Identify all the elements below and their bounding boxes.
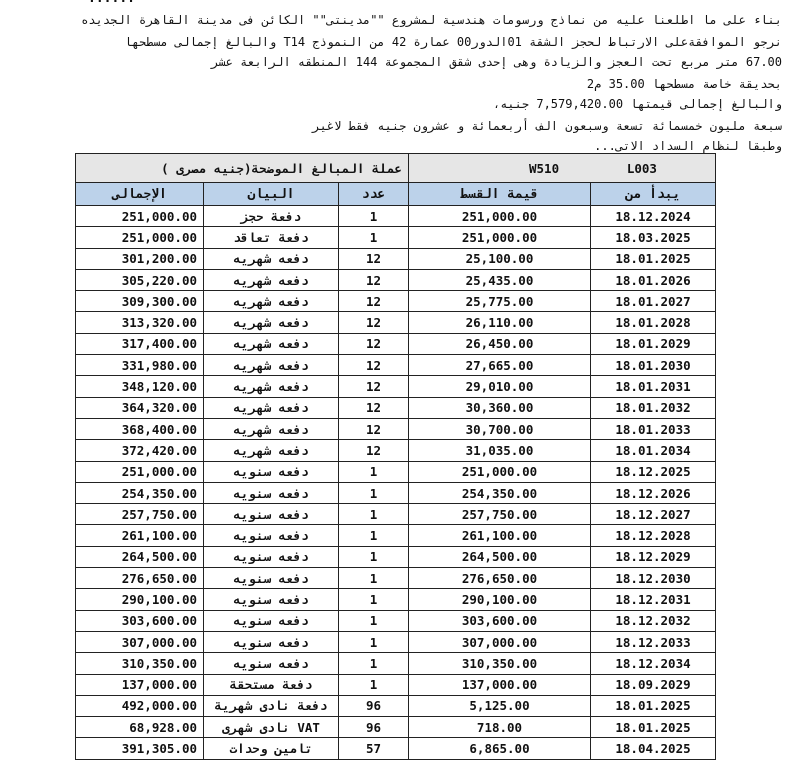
- cell-start-date: 18.03.2025: [591, 227, 716, 248]
- cell-count: 12: [339, 248, 409, 269]
- cell-count: 96: [339, 695, 409, 716]
- header-description: البيان: [204, 183, 339, 206]
- cell-total: 364,320.00: [76, 397, 204, 418]
- table-row: [76, 568, 716, 589]
- table-row: [76, 440, 716, 461]
- table-row: [76, 695, 716, 716]
- cell-total: 331,980.00: [76, 355, 204, 376]
- cell-total: 368,400.00: [76, 418, 204, 439]
- cell-description: دفعه سنويه: [204, 653, 339, 674]
- table-body: [76, 206, 716, 760]
- cell-total: 276,650.00: [76, 568, 204, 589]
- table-row: [76, 717, 716, 738]
- cell-description: دفعه سنويه: [204, 589, 339, 610]
- cell-installment: 25,435.00: [409, 269, 591, 290]
- cell-description: دفعه شهريه: [204, 291, 339, 312]
- cell-total: 372,420.00: [76, 440, 204, 461]
- cell-start-date: 18.01.2034: [591, 440, 716, 461]
- cell-installment: 251,000.00: [409, 206, 591, 227]
- cell-start-date: 18.12.2032: [591, 610, 716, 631]
- cell-installment: 261,100.00: [409, 525, 591, 546]
- paragraph-line-4: بحديقة خاصة مسطحها 35.00 م2: [586, 77, 782, 91]
- cell-count: 12: [339, 312, 409, 333]
- cell-start-date: 18.12.2033: [591, 631, 716, 652]
- cell-total: 68,928.00: [76, 717, 204, 738]
- cell-start-date: 18.12.2030: [591, 568, 716, 589]
- cell-installment: 303,600.00: [409, 610, 591, 631]
- cell-description: دفعة مستحقة: [204, 674, 339, 695]
- table-row: [76, 376, 716, 397]
- payment-schedule-table: [75, 153, 716, 760]
- cell-installment: 718.00: [409, 717, 591, 738]
- cell-count: 12: [339, 418, 409, 439]
- cell-count: 57: [339, 738, 409, 759]
- paragraph-line-5: والبالغ إجمالى قيمتها 7,579,420.00 جنيه،: [492, 97, 782, 111]
- cell-installment: 30,360.00: [409, 397, 591, 418]
- cell-description: دفعه شهريه: [204, 248, 339, 269]
- cell-installment: 251,000.00: [409, 227, 591, 248]
- cell-total: 391,305.00: [76, 738, 204, 759]
- table-row: [76, 461, 716, 482]
- column-header-row: [76, 183, 716, 206]
- cell-start-date: 18.01.2027: [591, 291, 716, 312]
- header-count: عدد: [339, 183, 409, 206]
- cell-total: 264,500.00: [76, 546, 204, 567]
- cell-description: دفعة تعاقد: [204, 227, 339, 248]
- cell-count: 12: [339, 269, 409, 290]
- table-row: [76, 227, 716, 248]
- cell-description: دفعه شهريه: [204, 376, 339, 397]
- cell-start-date: 18.12.2026: [591, 482, 716, 503]
- cell-start-date: 18.01.2032: [591, 397, 716, 418]
- cell-installment: 26,450.00: [409, 333, 591, 354]
- cell-start-date: 18.12.2028: [591, 525, 716, 546]
- table-row: [76, 631, 716, 652]
- cell-start-date: 18.12.2025: [591, 461, 716, 482]
- cell-count: 1: [339, 546, 409, 567]
- cell-count: 1: [339, 610, 409, 631]
- cell-total: 251,000.00: [76, 461, 204, 482]
- header-total: الإجمالى: [76, 183, 204, 206]
- table-row: [76, 546, 716, 567]
- paragraph-line-2: نرجو الموافقةعلى الارتباط لحجز الشقة 01الدور00 عمارة 42 من النموذج T14 والبالغ إجمالى مسطحها: [124, 35, 782, 49]
- cell-installment: 31,035.00: [409, 440, 591, 461]
- cell-count: 1: [339, 674, 409, 695]
- cell-start-date: 18.12.2024: [591, 206, 716, 227]
- cell-start-date: 18.01.2031: [591, 376, 716, 397]
- cell-total: 290,100.00: [76, 589, 204, 610]
- table-row: [76, 269, 716, 290]
- cell-description: دفعة حجز: [204, 206, 339, 227]
- table-title-row: [76, 154, 716, 183]
- cell-total: 303,600.00: [76, 610, 204, 631]
- cell-description: دفعه شهريه: [204, 333, 339, 354]
- cell-count: 1: [339, 227, 409, 248]
- cell-count: 1: [339, 461, 409, 482]
- cell-installment: 310,350.00: [409, 653, 591, 674]
- table-row: [76, 355, 716, 376]
- cell-installment: 30,700.00: [409, 418, 591, 439]
- cell-count: 1: [339, 589, 409, 610]
- cell-installment: 251,000.00: [409, 461, 591, 482]
- currency-note: عملة المبالغ الموضحة(جنيه مصرى ): [76, 154, 409, 183]
- cell-total: 307,000.00: [76, 631, 204, 652]
- table-row: [76, 525, 716, 546]
- cell-installment: 290,100.00: [409, 589, 591, 610]
- cell-count: 96: [339, 717, 409, 738]
- cell-count: 12: [339, 440, 409, 461]
- cell-count: 1: [339, 206, 409, 227]
- table-row: [76, 482, 716, 503]
- table-row: [76, 206, 716, 227]
- cell-count: 12: [339, 397, 409, 418]
- cell-description: دفعه شهريه: [204, 440, 339, 461]
- table-row: [76, 674, 716, 695]
- cell-installment: 25,775.00: [409, 291, 591, 312]
- table-row: [76, 653, 716, 674]
- table-row: [76, 397, 716, 418]
- table-row: [76, 589, 716, 610]
- cell-total: 317,400.00: [76, 333, 204, 354]
- cell-start-date: 18.12.2027: [591, 504, 716, 525]
- cell-total: 492,000.00: [76, 695, 204, 716]
- cell-count: 12: [339, 376, 409, 397]
- table-row: [76, 738, 716, 759]
- cell-description: دفعه شهريه: [204, 312, 339, 333]
- cell-start-date: 18.01.2026: [591, 269, 716, 290]
- cell-description: دفعه سنويه: [204, 504, 339, 525]
- cell-count: 1: [339, 482, 409, 503]
- cell-description: دفعه سنويه: [204, 631, 339, 652]
- cell-installment: 6,865.00: [409, 738, 591, 759]
- cell-description: دفعه سنويه: [204, 461, 339, 482]
- cell-total: 309,300.00: [76, 291, 204, 312]
- cell-description: تامين وحدات: [204, 738, 339, 759]
- cell-total: 137,000.00: [76, 674, 204, 695]
- table-row: [76, 333, 716, 354]
- cell-count: 1: [339, 568, 409, 589]
- cell-total: 301,200.00: [76, 248, 204, 269]
- cell-start-date: 18.01.2028: [591, 312, 716, 333]
- cell-count: 1: [339, 653, 409, 674]
- cell-description: دفعه شهريه: [204, 397, 339, 418]
- cell-start-date: 18.01.2025: [591, 717, 716, 738]
- cell-total: 254,350.00: [76, 482, 204, 503]
- cell-start-date: 18.12.2031: [591, 589, 716, 610]
- cell-installment: 254,350.00: [409, 482, 591, 503]
- cell-installment: 264,500.00: [409, 546, 591, 567]
- cell-start-date: 18.01.2025: [591, 248, 716, 269]
- paragraph-line-6: سبعة مليون خمسمائة تسعة وسبعون الف أربعمائة و عشرون جنيه فقط لاغير: [312, 119, 782, 133]
- header-start-date: يبدأ من: [591, 183, 716, 206]
- cell-start-date: 18.12.2034: [591, 653, 716, 674]
- cell-count: 12: [339, 291, 409, 312]
- cell-start-date: 18.01.2030: [591, 355, 716, 376]
- cell-total: 310,350.00: [76, 653, 204, 674]
- table-row: [76, 291, 716, 312]
- cell-installment: 5,125.00: [409, 695, 591, 716]
- cell-start-date: 18.01.2025: [591, 695, 716, 716]
- cell-start-date: 18.01.2029: [591, 333, 716, 354]
- paragraph-line-3: 67.00 متر مربع تحت العجز والزيادة وهى إحدى شقق المجموعة 144 المنطقه الرابعة عشر: [211, 55, 782, 69]
- cell-count: 1: [339, 631, 409, 652]
- table-row: [76, 504, 716, 525]
- cell-description: دفعه سنويه: [204, 546, 339, 567]
- cell-description: دفعه شهريه: [204, 269, 339, 290]
- cell-installment: 276,650.00: [409, 568, 591, 589]
- cell-installment: 25,100.00: [409, 248, 591, 269]
- cell-start-date: 18.01.2033: [591, 418, 716, 439]
- cell-total: 251,000.00: [76, 227, 204, 248]
- code-w: W510: [529, 160, 560, 176]
- cell-installment: 137,000.00: [409, 674, 591, 695]
- cell-description: دفعه سنويه: [204, 482, 339, 503]
- cell-description: دفعه سنويه: [204, 610, 339, 631]
- cell-count: 12: [339, 355, 409, 376]
- cell-description: دفعة نادى شهرية: [204, 695, 339, 716]
- table-row: [76, 610, 716, 631]
- cell-start-date: 18.04.2025: [591, 738, 716, 759]
- cell-installment: 257,750.00: [409, 504, 591, 525]
- cell-count: 1: [339, 525, 409, 546]
- cell-description: دفعه سنويه: [204, 568, 339, 589]
- paragraph-line-7: وطبقا لنظام السداد الاتى...: [594, 139, 782, 153]
- cell-total: 348,120.00: [76, 376, 204, 397]
- cell-installment: 27,665.00: [409, 355, 591, 376]
- cell-total: 257,750.00: [76, 504, 204, 525]
- unit-codes: [409, 154, 716, 183]
- table-row: [76, 418, 716, 439]
- table-row: [76, 312, 716, 333]
- cell-description: دفعه شهريه: [204, 418, 339, 439]
- cell-installment: 26,110.00: [409, 312, 591, 333]
- cell-description: VAT نادى شهرى: [204, 717, 339, 738]
- cell-description: دفعه سنويه: [204, 525, 339, 546]
- cell-start-date: 18.09.2029: [591, 674, 716, 695]
- table-row: [76, 248, 716, 269]
- cell-total: 251,000.00: [76, 206, 204, 227]
- cell-installment: 307,000.00: [409, 631, 591, 652]
- code-l: L003: [626, 160, 657, 176]
- cell-total: 261,100.00: [76, 525, 204, 546]
- cell-installment: 29,010.00: [409, 376, 591, 397]
- cut-off-heading: [88, 0, 135, 6]
- cell-total: 305,220.00: [76, 269, 204, 290]
- cell-count: 12: [339, 333, 409, 354]
- cell-total: 313,320.00: [76, 312, 204, 333]
- header-installment: قيمة القسط: [409, 183, 591, 206]
- cell-start-date: 18.12.2029: [591, 546, 716, 567]
- cell-description: دفعه شهريه: [204, 355, 339, 376]
- paragraph-line-1: بناء على ما اطلعنا عليه من نماذج ورسومات هندسية لمشروع ""مدينتى"" الكائن فى مدينة القاهرة الجديده: [81, 13, 782, 27]
- cell-count: 1: [339, 504, 409, 525]
